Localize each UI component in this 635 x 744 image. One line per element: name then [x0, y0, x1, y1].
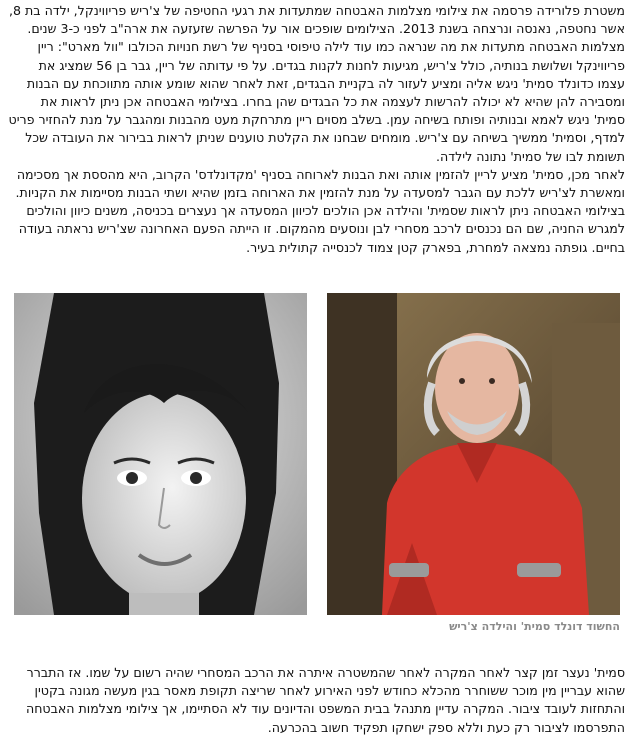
photo-row [14, 293, 620, 638]
suspect-courtroom-image [327, 293, 620, 615]
article-paragraph-1: משטרת פלורידה פרסמה את צילומי מצלמות האבטחה שמתעדות את רגעי החטיפה של צ'ריש פריווינקל, ילדה בת 8, אשר נחטפה, נאנסה ונרצחה בשנת 2013. הצילומים שופכים אור על הפרשה שזעזעה את ארה"ב לפני כ-3 שנים. [8, 3, 625, 37]
photo-caption: החשוד דונלד סמית' והילדה צ'ריש [449, 620, 620, 633]
article-paragraph-2: מצלמות האבטחה מתעדות את מה שנראה כמו עוד לילה טיפוסי בסניף של רשת חנויות הכולבו "וול מארט": ריין פריווינקל ושלושת בנותיה, כולל צ'ריש, מגיעות לחנות לקנות בגדים. על פי עדותה של ריין, גבר בן 56 שמציג את עצמו כדונלד סמית' ניגש אליה ומציע לעזור לה בקניית הבגדים, זאת לאחר שהוא שומע אותה מתווכחת עם הבנות ומסבירה להן שהיא לא יכולה להרשות לעצמה את כל הבגדים שהן בחרו. בצילומי האבטחה אכן ניתן לראות את סמית' ניגש לאמא ובנותיה ופותח בשיחה עמן. בשלב מסוים ריין מתרחקת מעט מהבנות ומהגבר על מנת להחזיר פריט למדף, וסמית' ממשיך בשיחה עם צ'ריש. מומחים שבחנו את הקלטת טוענים שניתן לראות בבירור את העובדה שכל תשומת לבו של סמית' נתונה לילדה. [8, 39, 625, 164]
suspect-photo [327, 293, 620, 615]
article-body-continued [8, 664, 625, 737]
article-paragraph-3: לאחר מכן, סמית' מציע לריין להזמין אותה ואת הבנות לארוחה בסניף 'מקדונלדס' הקרוב, היא מהססת אך מסכימה ומאשרת לצ'ריש ללכת עם הגבר למסעדה על מנת להזמין את הארוחה בזמן שהיא ושתי הבנות מסיימות את הקניות. בצילומי האבטחה ניתן לראות שסמית' והילדה אכן הולכים לכיוון המסעדה אך נעצרים בכניסה, משנים כיוון והולכים למגרש החניה, שם הם נכנסים לרכב מסחרי לבן ונוסעים מהמקום. זו הייתה הפעם האחרונה שצ'ריש נראתה בעודה בחיים. גופתה נמצאה למחרת, בפארק קטן צמוד לכנסייה קתולית בעיר. [15, 166, 625, 255]
girl-portrait-image [14, 293, 307, 615]
article-paragraph-4: סמית' נעצר זמן קצר לאחר המקרה לאחר שהמשטרה איתרה את הרכב המסחרי שהיה רשום על שמו. אז התברר שהוא עבריין מין מוכר ששוחרר מהכלא כחודש לפני האירוע לאחר שריצה תקופת מאסר בגין מעשה מגונה בקטין והתחזות לעובד ציבור. המקרה עדיין מתנהל בבית המשפט והדיונים עוד לא הסתיימו, אך צילומי מצלמות האבטחה התפרסמו לציבור רק כעת וללא ספק ישחקו תפקיד חשוב בהכרעה. [25, 665, 625, 735]
article-body [8, 2, 625, 257]
girl-photo [14, 293, 307, 615]
